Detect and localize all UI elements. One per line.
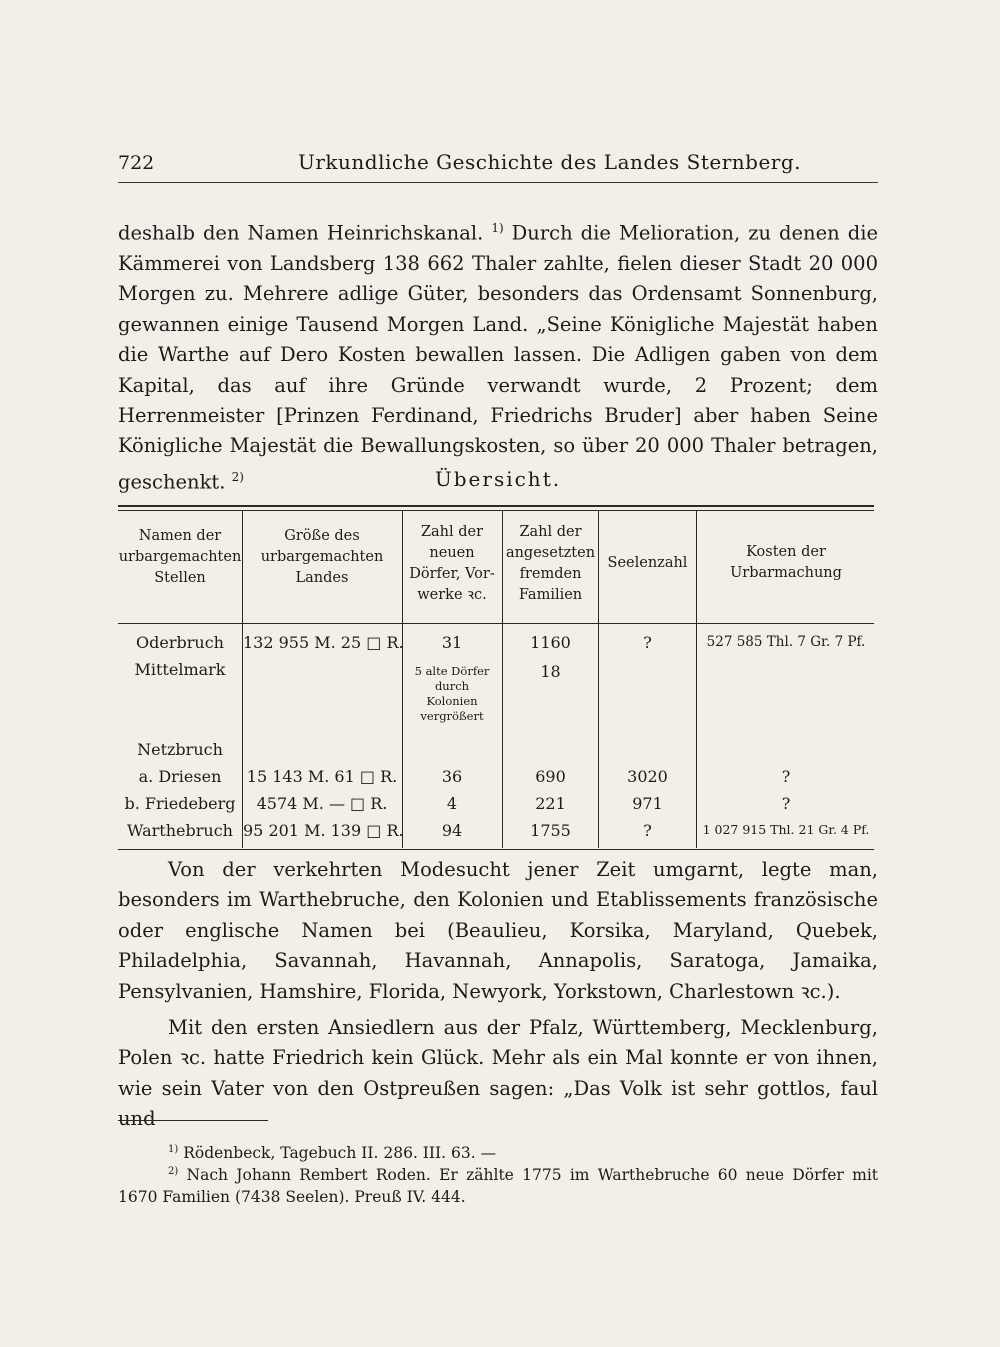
row-oderbruch-families: 1160 xyxy=(530,633,571,652)
intro-text-b: Durch die Melioration, zu denen die Kämmerei von Landsberg 138 662 Thaler zahlte, fielen dieser Stadt 20 000 Morgen zu. Mehrere adlige Güter, besonders das Ordensamt Sonnenburg, gewannen einige Tausend Morgen Land. „Seine Königliche Majestät haben die Warthe auf Dero Kosten bewallen lassen. Die Adligen gaben von dem Kapital, das auf ihre Gründe verwandt wurde, 2 Prozent; dem Herrenmeister [Prinzen Ferdinand, Friedrichs Bruder] aber haben Seine Königliche Majestät die Bewallungskosten, so über 20 000 Thaler betragen, geschenkt. xyxy=(118,221,878,494)
page-header xyxy=(118,150,878,180)
footnote-mark-2: 2) xyxy=(168,1166,179,1177)
row-driesen-name: a. Driesen xyxy=(138,767,222,786)
header-line: urbargemachten xyxy=(260,549,384,565)
row-friedeberg-villages: 4 xyxy=(446,794,458,813)
header-cost xyxy=(697,542,875,584)
paragraph-ansiedler: Mit den ersten Ansiedlern aus der Pfalz, Württemberg, Mecklenburg, Polen ꝛc. hatte Friedrich kein Glück. Mehr als ein Mal konnte er von ihnen, wie sein Vater von den Ostpreußen sagen: „Das Volk ist sehr gottlos, faul und xyxy=(118,1016,878,1131)
header-line: Seelenzahl xyxy=(607,555,688,571)
row-warthebruch-cost: 1 027 915 Thl. 21 Gr. 4 Pf. xyxy=(702,822,870,837)
header-villages xyxy=(402,522,502,606)
row-friedeberg-area: 4574 M. — □ R. xyxy=(256,794,388,813)
row-driesen-families: 690 xyxy=(535,767,566,786)
footnote-2 xyxy=(118,1161,878,1208)
row-driesen-souls: 3020 xyxy=(627,767,668,786)
row-mittelmark-name: Mittelmark xyxy=(134,660,226,679)
intro-text-a: deshalb den Namen Heinrichskanal. xyxy=(118,221,484,245)
header-line: Landes xyxy=(295,570,349,586)
note-line: vergrößert xyxy=(420,709,484,723)
table-title: Übersicht. xyxy=(434,467,562,491)
row-oderbruch-cost: 527 585 Thl. 7 Gr. 7 Pf. xyxy=(706,634,866,650)
header-name xyxy=(118,526,242,589)
table-header-rule xyxy=(118,623,874,624)
running-title: Urkundliche Geschichte des Landes Sternberg. xyxy=(298,150,802,174)
row-friedeberg-cost: ? xyxy=(781,794,791,813)
row-warthebruch-families: 1755 xyxy=(530,821,571,840)
row-driesen-villages: 36 xyxy=(441,767,463,786)
footnote-2-text: Nach Johann Rembert Roden. Er zählte 1775 im Warthebruche 60 neue Dörfer mit 1670 Familien (7438 Seelen). Preuß IV. 444. xyxy=(118,1166,878,1207)
header-line: Kosten der xyxy=(746,544,826,560)
row-oderbruch-souls: ? xyxy=(643,633,652,652)
page-number: 722 xyxy=(118,152,155,174)
row-oderbruch-villages: 31 xyxy=(441,633,463,652)
row-warthebruch-souls: ? xyxy=(643,821,652,840)
header-line: Zahl der xyxy=(519,524,582,540)
header-line: Namen der xyxy=(138,528,222,544)
header-line: Dörfer, Vor- xyxy=(409,566,495,582)
header-line: neuen xyxy=(429,545,475,561)
header-area xyxy=(243,526,401,589)
header-line: Urbarmachung xyxy=(730,565,842,581)
footnote-rule xyxy=(118,1120,268,1121)
header-souls xyxy=(599,553,696,574)
header-families xyxy=(503,522,598,606)
header-line: urbargemachten xyxy=(118,549,242,565)
row-netzbruch-name: Netzbruch xyxy=(137,740,223,759)
header-line: fremden xyxy=(519,566,582,582)
row-oderbruch-area: 132 955 M. 25 □ R. xyxy=(243,633,404,652)
row-driesen-area: 15 143 M. 61 □ R. xyxy=(246,767,398,786)
row-driesen-cost: ? xyxy=(781,767,791,786)
row-friedeberg-souls: 971 xyxy=(632,794,663,813)
footnote-1-text: Rödenbeck, Tagebuch II. 286. III. 63. — xyxy=(183,1144,497,1163)
row-friedeberg-families: 221 xyxy=(535,794,566,813)
header-line: Stellen xyxy=(154,570,206,586)
row-warthebruch-villages: 94 xyxy=(441,821,463,840)
header-line: angesetzten xyxy=(505,545,596,561)
footnote-ref-1: 1) xyxy=(491,221,504,235)
header-line: werke ꝛc. xyxy=(417,587,487,603)
row-oderbruch-name: Oderbruch xyxy=(136,633,224,652)
header-line: Familien xyxy=(518,587,583,603)
footnote-mark-1: 1) xyxy=(168,1144,179,1155)
row-warthebruch-name: Warthebruch xyxy=(127,821,233,840)
footnote-ref-2: 2) xyxy=(231,469,244,484)
intro-paragraph xyxy=(118,213,878,498)
row-warthebruch-area: 95 201 M. 139 □ R. xyxy=(243,821,404,840)
row-friedeberg-name: b. Friedeberg xyxy=(124,794,236,813)
paragraph-modesucht: Von der verkehrten Modesucht jener Zeit umgarnt, legte man, besonders im Warthebruche, den Kolonien und Etablissements französische oder englische Namen bei (Beaulieu, Korsika, Maryland, Quebek, Philadelphia, Savannah, Havannah, Annapolis, Saratoga, Jamaika, Pensylvanien, Hamshire, Florida, Newyork, Yorkstown, Charlestown ꝛc.). xyxy=(118,858,878,1003)
table-top-rule xyxy=(118,505,874,511)
table-bottom-rule xyxy=(118,849,874,850)
header-rule xyxy=(118,182,878,183)
header-line: Größe des xyxy=(284,528,360,544)
note-line: Kolonien xyxy=(426,694,478,708)
row-mittelmark-villages-note xyxy=(402,664,502,724)
header-line: Zahl der xyxy=(420,524,484,540)
note-line: 5 alte Dörfer xyxy=(414,664,490,678)
note-line: durch xyxy=(434,679,470,693)
row-mittelmark-families: 18 xyxy=(540,662,561,681)
